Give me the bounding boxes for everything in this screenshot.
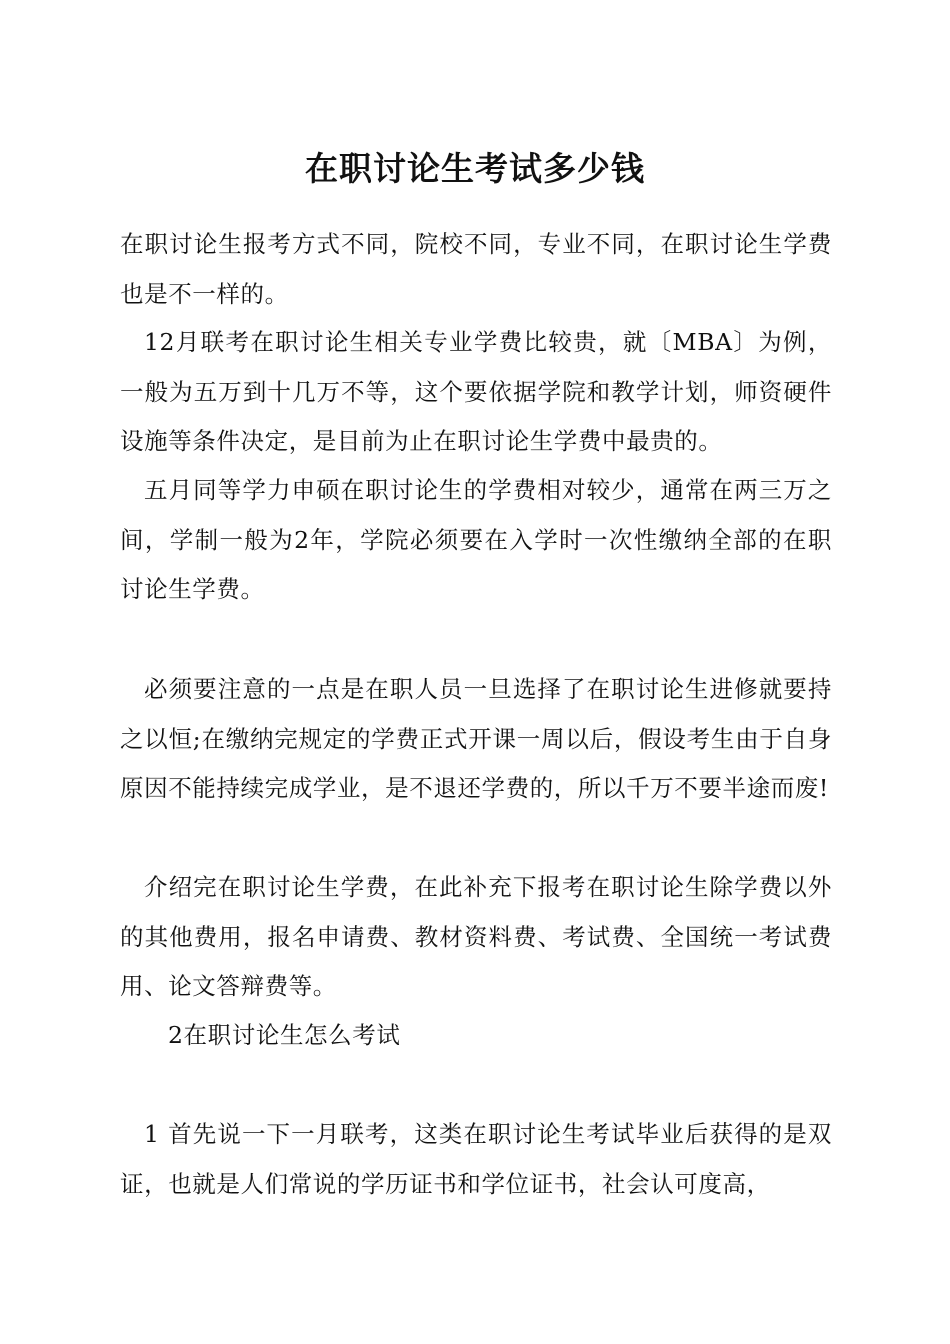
paragraph-tuition-varies: 在职讨论生报考方式不同，院校不同，专业不同，在职讨论生学费也是不一样的。: [120, 230, 832, 308]
section-heading-how-to-test: 2在职讨论生怎么考试: [168, 1021, 401, 1049]
paragraph-december-exam-fees: 12月联考在职讨论生相关专业学费比较贵，就〔MBA〕为例，一般为五万到十几万不等，这个要依据学院和教学计划，师资硬件设施等条件决定，是目前为止在职讨论生学费中最贵的。: [120, 328, 832, 455]
paragraph-may-equivalent-fees: 五月同等学力申硕在职讨论生的学费相对较少，通常在两三万之间，学制一般为2年，学院必须要在入学时一次性缴纳全部的在职讨论生学费。: [120, 476, 832, 603]
paragraph-no-refund-note: 必须要注意的一点是在职人员一旦选择了在职讨论生进修就要持之以恒;在缴纳完规定的学费正式开课一周以后，假设考生由于自身原因不能持续完成学业，是不退还学费的，所以千万不要半途而废!: [120, 675, 832, 802]
paragraph-january-exam: 1 首先说一下一月联考，这类在职讨论生考试毕业后获得的是双证，也就是人们常说的学历证书和学位证书，社会认可度高，: [120, 1120, 832, 1198]
document-title: 在职讨论生考试多少钱: [305, 149, 645, 188]
paragraph-other-fees: 介绍完在职讨论生学费，在此补充下报考在职讨论生除学费以外的其他费用，报名申请费、教材资料费、考试费、全国统一考试费用、论文答辩费等。: [120, 873, 832, 1000]
